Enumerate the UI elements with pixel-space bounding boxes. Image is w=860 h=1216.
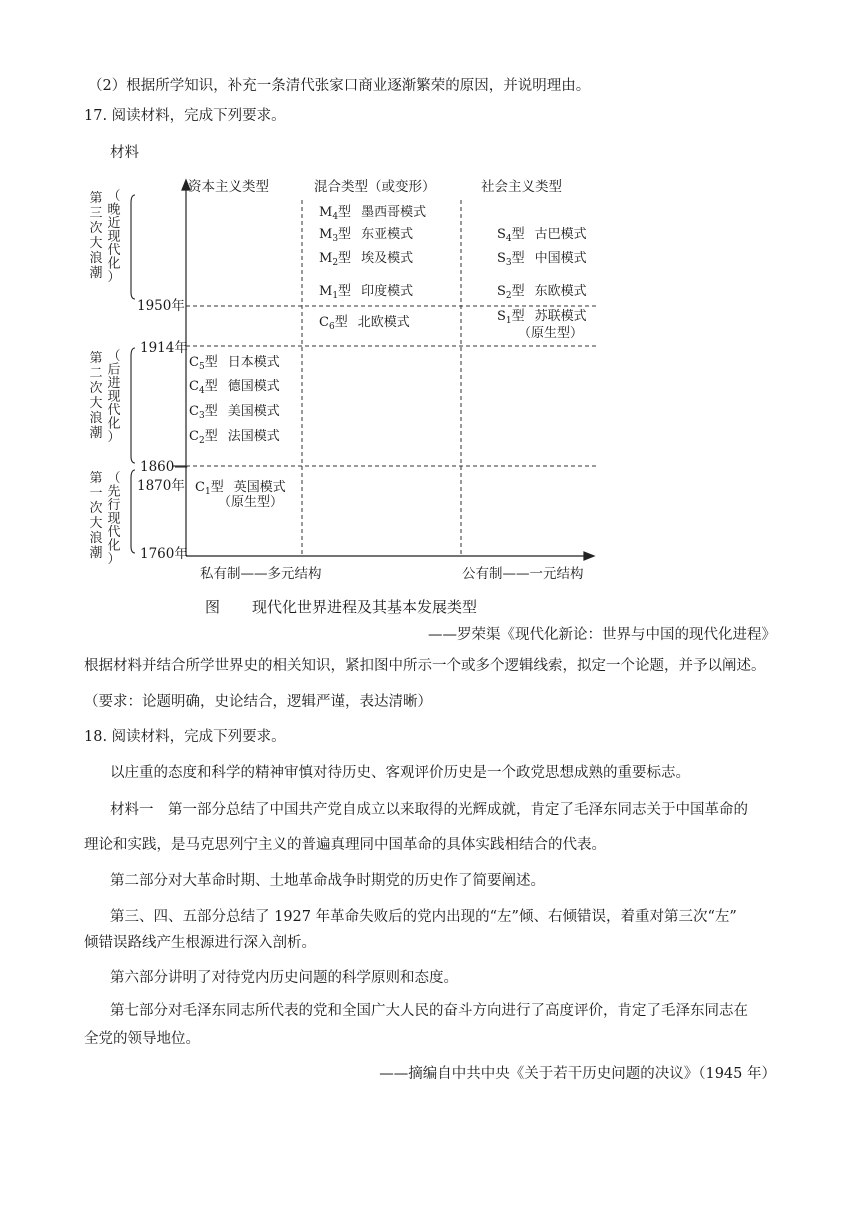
q17-task: 根据材料并结合所学世界史的相关知识，紧扣图中所示一个或多个逻辑线索，拟定一个论题，并予以阐述。 [84, 658, 766, 674]
q18-p5a: 第七部分对毛泽东同志所代表的党和全国广大人民的奋斗方向进行了高度评价，肯定了毛泽东同志在 [110, 1003, 748, 1019]
wave-note-1: （先行现代化） [107, 471, 121, 567]
q18-p4: 第六部分讲明了对待党内历史问题的科学原则和态度。 [110, 970, 458, 986]
figure-caption-prefix: 图 [205, 598, 221, 616]
material-label: 材料 [110, 145, 139, 161]
wave-label-1: 第一次大浪潮 [89, 471, 103, 561]
capitalist-model-row: $C_2$型 法国模式 [189, 429, 280, 446]
socialist-model-row: $S_3$型 中国模式 [497, 251, 587, 268]
q17-heading: 17. 阅读材料，完成下列要求。 [84, 108, 286, 124]
wave2-brace [131, 348, 135, 463]
wave-label-3: 第三次大浪潮 [89, 191, 103, 281]
socialist-model-row: $S_4$型 古巴模式 [497, 227, 587, 244]
year-1860: 1860— [140, 459, 188, 475]
wave-note-3: （晚近现代化） [107, 189, 121, 285]
figure-caption: 现代化世界进程及其基本发展类型 [252, 598, 478, 616]
col-header-mixed: 混合类型（或变形） [314, 179, 436, 195]
q18-p3b: 倾错误路线产生根源进行深入剖析。 [84, 935, 316, 951]
q18-p1a: 材料一 第一部分总结了中国共产党自成立以来取得的光辉成就，肯定了毛泽东同志关于中国革命的 [110, 802, 748, 818]
q16-sub2: （2）根据所学知识，补充一条清代张家口商业逐渐繁荣的原因，并说明理由。 [88, 78, 591, 94]
q18-p3a: 第三、四、五部分总结了 1927 年革命失败后的党内出现的“左”倾、右倾错误，着重对第三次“左” [110, 909, 737, 925]
q18-p5b: 全党的领导地位。 [84, 1031, 200, 1047]
mixed-model-row: $M_2$型 埃及模式 [319, 251, 414, 268]
q18-source: ——摘编自中共中央《关于若干历史问题的决议》（1945 年） [379, 1066, 776, 1082]
wave3-brace [131, 195, 135, 299]
x-label-public: 公有制——一元结构 [462, 566, 584, 582]
capitalist-model-row: $C_3$型 美国模式 [189, 404, 280, 421]
q18-intro: 以庄重的态度和科学的精神审慎对待历史、客观评价历史是一个政党思想成熟的重要标志。 [110, 765, 690, 781]
year-1760: 1760年 [140, 546, 188, 562]
q18-heading: 18. 阅读材料，完成下列要求。 [84, 729, 286, 745]
q17-source: ——罗荣渠《现代化新论：世界与中国的现代化进程》 [428, 627, 776, 643]
socialist-origin-note: （原生型） [518, 326, 584, 341]
col-header-capitalist: 资本主义类型 [188, 179, 269, 195]
x-axis-arrow [584, 552, 594, 560]
x-label-private: 私有制——多元结构 [200, 566, 322, 582]
capitalist-model-row: $C_5$型 日本模式 [189, 355, 280, 372]
capitalist-origin-note: （原生型） [218, 495, 284, 510]
mixed-model-row: $M_3$型 东亚模式 [319, 227, 414, 244]
year-1950: 1950年 [137, 298, 185, 314]
col-header-socialist: 社会主义类型 [481, 179, 562, 195]
mixed-model-row: $M_1$型 印度模式 [319, 284, 414, 301]
mixed-model-row: $M_4$型 墨西哥模式 [319, 205, 427, 222]
socialist-model-row: $S_2$型 东欧模式 [497, 284, 587, 301]
capitalist-model-row: $C_4$型 德国模式 [189, 379, 280, 396]
wave-label-2: 第二次大浪潮 [89, 351, 103, 441]
mixed-model-row: $C_6$型 北欧模式 [319, 315, 410, 332]
capitalist-model-row-origin: $C_1$型 英国模式 [195, 480, 286, 497]
wave-note-2: （后进现代化） [107, 349, 121, 445]
year-1870: 1870年 [137, 478, 185, 494]
socialist-model-row: $S_1$型 苏联模式 [497, 309, 587, 326]
year-1914: 1914年 [140, 340, 188, 356]
q17-requirement: （要求：论题明确，史论结合，逻辑严谨，表达清晰） [84, 694, 432, 710]
wave1-brace [131, 470, 135, 553]
q18-p2: 第二部分对大革命时期、土地革命战争时期党的历史作了简要阐述。 [110, 873, 545, 889]
q18-p1b: 理论和实践，是马克思列宁主义的普遍真理同中国革命的具体实践相结合的代表。 [84, 837, 606, 853]
